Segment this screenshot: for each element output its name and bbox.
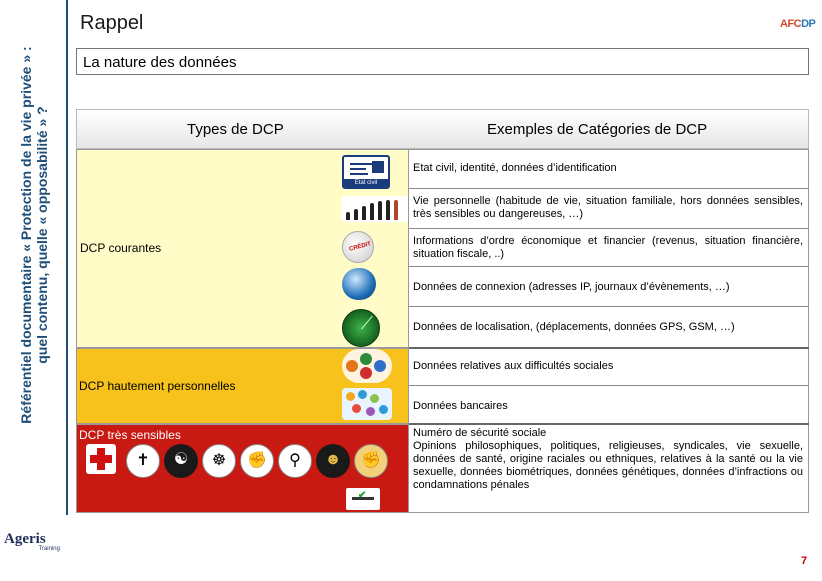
table-header — [76, 109, 809, 149]
evolution-icon — [342, 196, 408, 222]
globe-icon — [342, 268, 376, 300]
sidebar-title-line1: Référentiel documentaire « Protection de la vie privée » : — [18, 46, 34, 424]
row-difficultes-sociales: Données relatives aux difficultés sociales — [413, 360, 614, 372]
sidebar-divider — [66, 0, 68, 515]
subtitle-box — [76, 48, 809, 75]
politics-icon: ⚲ — [278, 444, 312, 478]
band-label-haut: DCP hautement personnelles — [79, 379, 236, 393]
row-separator — [409, 347, 809, 349]
row-tres-sensibles: Numéro de sécurité sociale Opinions philosophiques, politiques, religieuses, syndicales, vie sexuelle, données de santé, origine raciales ou ethniques, relatives à la santé ou la vie sexuelle, données biométriques, données génétiques, données d’infractions ou condamnations pénales — [413, 427, 803, 491]
religion-icon: ☸ — [202, 444, 236, 478]
band-label-courantes: DCP courantes — [80, 241, 162, 255]
row-separator — [409, 385, 809, 386]
page-title: Rappel — [80, 12, 144, 34]
politics-icon: ☻ — [316, 444, 350, 478]
row-connexion: Données de connexion (adresses IP, journaux d’évènements, …) — [413, 281, 730, 293]
ageris-logo-sub: Training — [38, 546, 60, 552]
afcdp-logo — [780, 18, 815, 30]
row-etat-civil: Etat civil, identité, données d’identification — [413, 162, 617, 174]
subtitle: La nature des données — [83, 54, 237, 71]
ageris-logo — [4, 530, 60, 558]
row-separator — [409, 228, 809, 229]
red-cross-icon — [86, 444, 116, 474]
ageris-logo-word: Ageris — [4, 531, 46, 547]
row-economique: Informations d’ordre économique et financier (revenus, situation financière, situation fiscale, ..) — [413, 235, 803, 260]
religion-icon: ☯ — [164, 444, 198, 478]
sidebar — [0, 0, 68, 581]
header-examples: Exemples de Catégories de DCP — [487, 121, 708, 138]
row-bancaires: Données bancaires — [413, 400, 508, 412]
vote-icon: ✔ — [346, 488, 380, 510]
afcdp-logo-a: AFC — [780, 18, 802, 30]
bank-icon — [342, 388, 392, 420]
afcdp-logo-b: DP — [801, 18, 816, 30]
row-separator — [409, 423, 809, 425]
header-types: Types de DCP — [187, 121, 284, 138]
id-card-icon — [342, 155, 390, 189]
row-localisation: Données de localisation, (déplacements, données GPS, GSM, …) — [413, 321, 735, 333]
page-number: 7 — [801, 555, 808, 567]
row-separator — [409, 188, 809, 189]
politics-icon: ✊ — [354, 444, 388, 478]
band-label-sensibles: DCP très sensibles — [79, 428, 181, 442]
sidebar-title — [18, 5, 50, 465]
social-hands-icon — [342, 349, 392, 383]
money-icon — [342, 231, 374, 263]
row-separator — [409, 306, 809, 307]
row-vie-personnelle: Vie personnelle (habitude de vie, situation familiale, hors données sensibles, très sensibles ou dangereuses, …) — [413, 195, 803, 220]
row-separator — [409, 266, 809, 267]
radar-icon — [342, 309, 380, 347]
sidebar-title-line2: quel contenu, quelle « opposabilité » ? — [34, 106, 50, 364]
money-stamp: CRÉDIT — [348, 241, 372, 253]
id-card-caption: Etat civil — [344, 179, 388, 187]
politics-icon: ✊ — [240, 444, 274, 478]
religion-icon: ✝ — [126, 444, 160, 478]
